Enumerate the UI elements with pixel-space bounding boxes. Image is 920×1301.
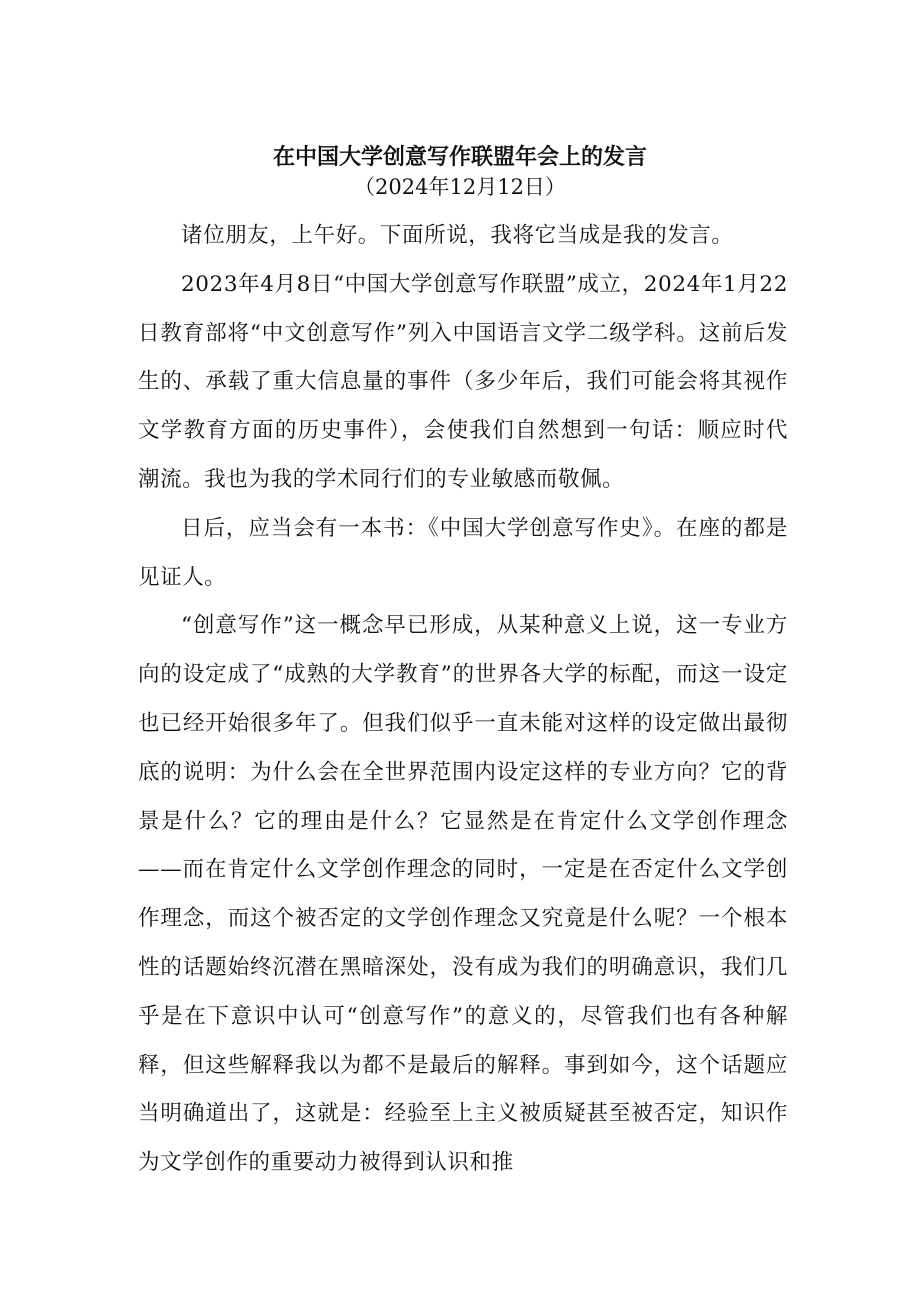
paragraph-history-book: 日后，应当会有一本书：《中国大学创意写作史》。在座的都是见证人。: [138, 515, 788, 590]
paragraph-greeting: 诸位朋友，上午好。下面所说，我将它当成是我的发言。: [181, 223, 734, 248]
paragraph-creative-writing-concept: “创意写作”这一概念早已形成，从某种意义上说，这一专业方向的设定成了“成熟的大学教育”的世界各大学的标配，而这一设定也已经开始很多年了。但我们似乎一直未能对这样的设定做出最彻底的说明：为什么会在全世界范围内设定这样的专业方向？它的背景是什么？它的理由是什么？它显然是在肯定什么文学创作理念——而在肯定什么文学创作理念的同时，一定是在否定什么文学创作理念，而这个被否定的文学创作理念又究竟是什么呢？一个根本性的话题始终沉潜在黑暗深处，没有成为我们的明确意识，我们几乎是在下意识中认可“创意写作”的意义的，尽管我们也有各种解释，但这些解释我以为都不是最后的解释。事到如今，这个话题应当明确道出了，这就是：经验至上主义被质疑甚至被否定，知识作为文学创作的重要动力被得到认识和推: [138, 613, 788, 1176]
document-date: （2024年12月12日）: [354, 175, 566, 199]
paragraph-alliance-founding: 2023年4月8日“中国大学创意写作联盟”成立，2024年1月22日教育部将“中文创意写作”列入中国语言文学二级学科。这前后发生的、承载了重大信息量的事件（多少年后，我们可能会将其视作文学教育方面的历史事件），会使我们自然想到一句话：顺应时代潮流。我也为我的学术同行们的专业敏感而敬佩。: [138, 271, 788, 492]
document-body: [138, 212, 788, 1188]
document-title: 在中国大学创意写作联盟年会上的发言: [272, 144, 647, 170]
